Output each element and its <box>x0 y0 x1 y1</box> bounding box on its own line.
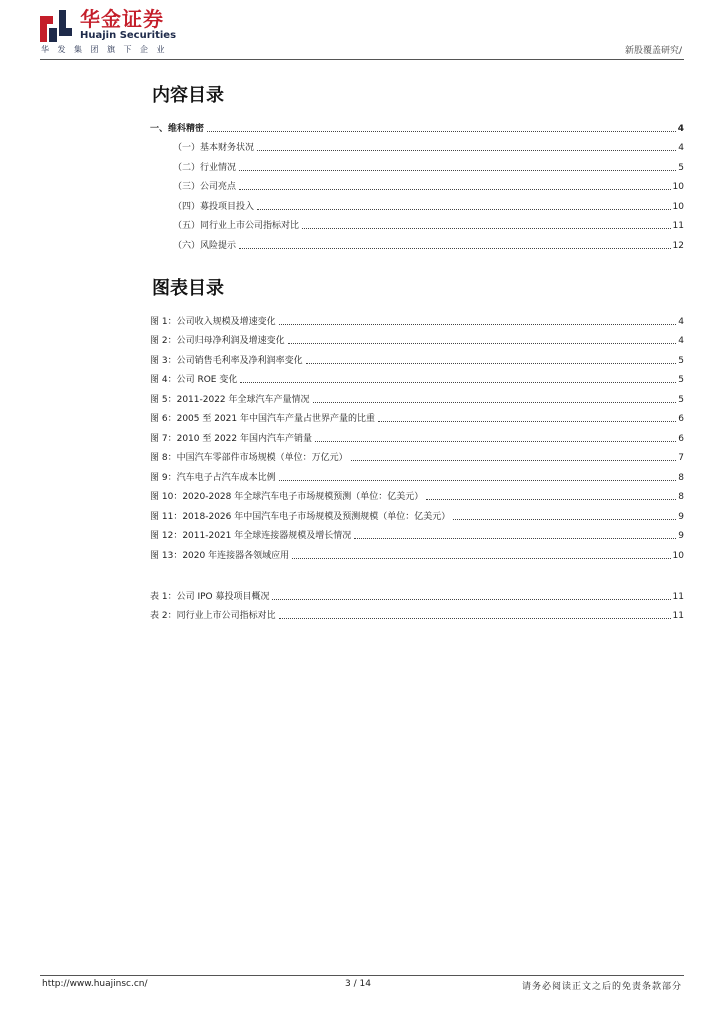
toc-leader-dots <box>279 618 671 619</box>
page-number: 3 / 14 <box>345 979 371 989</box>
toc-entry-page: 11 <box>672 591 684 602</box>
tables-list <box>150 583 684 622</box>
toc-entry-page: 10 <box>672 182 684 192</box>
toc-leader-dots <box>239 170 676 171</box>
contents-title: 内容目录 <box>152 85 224 106</box>
toc-entry-title: 一、维科精密 <box>150 123 205 134</box>
toc-entry[interactable] <box>150 503 684 523</box>
toc-entry-page: 10 <box>672 201 684 212</box>
toc-leader-dots <box>279 480 677 481</box>
toc-leader-dots <box>272 599 670 600</box>
toc-entry-page: 11 <box>672 221 684 231</box>
toc-entry[interactable] <box>150 386 684 406</box>
page-header <box>0 0 724 60</box>
toc-entry[interactable] <box>150 213 684 233</box>
toc-leader-dots <box>351 460 677 461</box>
toc-leader-dots <box>302 228 671 229</box>
toc-entry-title: 图 1：公司收入规模及增速变化 <box>150 316 276 327</box>
toc-entry[interactable] <box>150 603 684 623</box>
toc-leader-dots <box>288 343 677 344</box>
toc-entry[interactable] <box>150 308 684 328</box>
footer-divider <box>40 975 684 976</box>
toc-leader-dots <box>354 538 676 539</box>
toc-entry-title: 图 13：2020 年连接器各领域应用 <box>150 550 290 561</box>
toc-entry[interactable] <box>150 523 684 543</box>
toc-entry-title: 图 5：2011-2022 年全球汽车产量情况 <box>150 394 310 405</box>
toc-entry-page: 4 <box>678 316 684 327</box>
toc-entry-title: 图 9：汽车电子占汽车成本比例 <box>150 472 276 483</box>
disclaimer-note: 请务必阅读正文之后的免责条款部分 <box>521 982 682 992</box>
toc-leader-dots <box>378 421 676 422</box>
toc-entry[interactable] <box>150 425 684 445</box>
toc-entry-page: 9 <box>678 511 684 522</box>
figures-title: 图表目录 <box>152 278 224 299</box>
toc-leader-dots <box>257 209 671 210</box>
toc-entry[interactable] <box>150 135 684 155</box>
logo-chinese-name: 华金证券 <box>80 7 164 31</box>
toc-entry[interactable] <box>150 328 684 348</box>
footer-website-link[interactable]: http://www.huajinsc.cn/ <box>42 979 148 989</box>
toc-entry-page: 4 <box>677 123 684 134</box>
report-type: 新股覆盖研究/ <box>624 46 682 56</box>
toc-leader-dots <box>292 558 670 559</box>
toc-entry[interactable] <box>150 367 684 387</box>
toc-entry-page: 5 <box>678 394 684 405</box>
toc-entry[interactable] <box>150 174 684 194</box>
toc-entry-page: 8 <box>678 472 684 483</box>
toc-entry-title: 表 2：同行业上市公司指标对比 <box>150 611 276 621</box>
toc-entry-title: 图 6：2005 至 2021 年中国汽车产量占世界产量的比重 <box>150 414 375 424</box>
toc-entry-title: 图 12：2011-2021 年全球连接器规模及增长情况 <box>150 531 352 541</box>
toc-entry-page: 7 <box>678 453 684 463</box>
toc-entry-page: 8 <box>678 492 684 502</box>
toc-entry[interactable] <box>150 154 684 174</box>
toc-entry[interactable] <box>150 232 684 252</box>
toc-entry-title: 图 4：公司 ROE 变化 <box>150 375 238 385</box>
toc-entry[interactable] <box>150 193 684 213</box>
toc-entry-title: 图 8：中国汽车零部件市场规模（单位：万亿元） <box>150 453 348 463</box>
figures-list <box>150 308 684 562</box>
toc-leader-dots <box>207 131 676 132</box>
toc-entry-title: 图 3：公司销售毛利率及净利润率变化 <box>150 355 303 366</box>
toc-entry[interactable] <box>150 583 684 603</box>
toc-entry-page: 4 <box>678 143 684 153</box>
toc-entry-title: （六）风险提示 <box>173 240 237 251</box>
toc-leader-dots <box>426 499 676 500</box>
contents-list <box>150 115 684 252</box>
toc-entry-page: 5 <box>678 162 684 173</box>
toc-leader-dots <box>315 441 676 442</box>
toc-entry-page: 6 <box>678 433 684 444</box>
company-slogan: 华发集团旗下企业 <box>41 45 173 54</box>
header-divider <box>40 59 684 60</box>
toc-entry[interactable] <box>150 464 684 484</box>
huajin-logo-icon <box>40 10 72 42</box>
toc-leader-dots <box>279 324 677 325</box>
toc-entry-page: 10 <box>672 550 684 561</box>
toc-entry-title: 表 1：公司 IPO 募投项目概况 <box>150 591 270 602</box>
toc-entry[interactable] <box>150 542 684 562</box>
toc-entry[interactable] <box>150 445 684 465</box>
toc-leader-dots <box>257 150 676 151</box>
logo-english-name: Huajin Securities <box>80 30 177 41</box>
toc-entry-title: （一）基本财务状况 <box>173 143 255 153</box>
toc-entry-title: 图 2：公司归母净利润及增速变化 <box>150 336 285 346</box>
toc-entry-title: 图 11：2018-2026 年中国汽车电子市场规模及预测规模（单位：亿美元） <box>150 511 451 522</box>
toc-entry-title: （四）募投项目投入 <box>173 201 255 212</box>
toc-leader-dots <box>453 519 676 520</box>
toc-leader-dots <box>313 402 677 403</box>
toc-entry[interactable] <box>150 347 684 367</box>
toc-leader-dots <box>306 363 677 364</box>
toc-entry-page: 5 <box>678 355 684 366</box>
toc-entry-page: 5 <box>678 375 684 385</box>
toc-entry-title: 图 7：2010 至 2022 年国内汽车产销量 <box>150 433 312 444</box>
toc-entry[interactable] <box>150 115 684 135</box>
toc-entry-title: 图 10：2020-2028 年全球汽车电子市场规模预测（单位：亿美元） <box>150 492 424 502</box>
toc-entry[interactable] <box>150 484 684 504</box>
toc-entry[interactable] <box>150 406 684 426</box>
toc-entry-page: 6 <box>678 414 684 424</box>
toc-entry-title: （二）行业情况 <box>173 162 237 173</box>
toc-leader-dots <box>239 248 671 249</box>
toc-entry-page: 11 <box>672 611 684 621</box>
toc-entry-title: （三）公司亮点 <box>173 182 237 192</box>
toc-entry-title: （五）同行业上市公司指标对比 <box>173 221 300 231</box>
toc-entry-page: 12 <box>672 240 684 251</box>
toc-entry-page: 9 <box>678 531 684 541</box>
toc-leader-dots <box>239 189 671 190</box>
toc-entry-page: 4 <box>678 336 684 346</box>
toc-leader-dots <box>240 382 676 383</box>
